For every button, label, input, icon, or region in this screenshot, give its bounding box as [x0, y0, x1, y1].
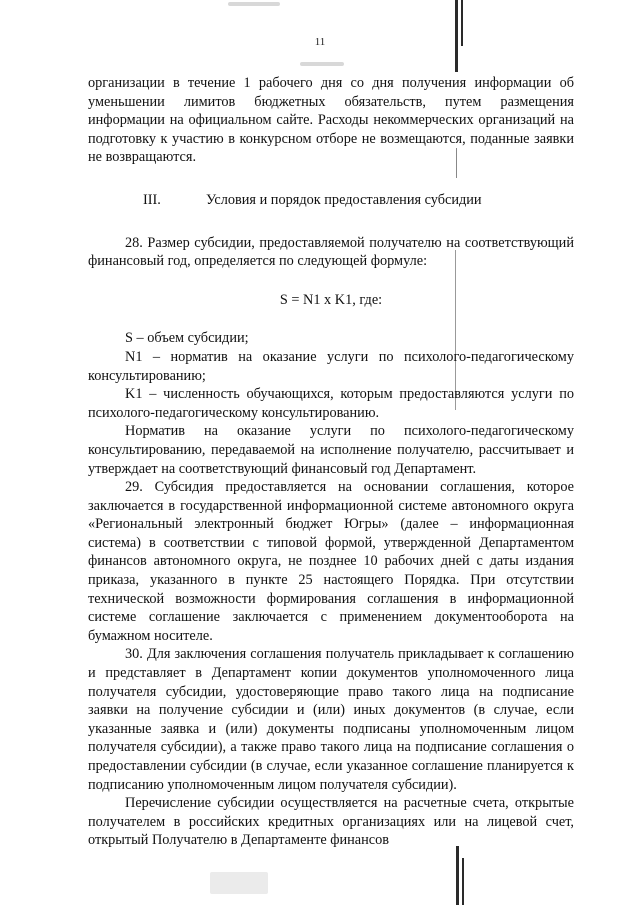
section-title: Условия и порядок предоставления субсидии — [206, 191, 482, 208]
paragraph-intro: организации в течение 1 рабочего дня со дня получения информации об уменьшении лимитов бюджетных обязательств, путем размещения информации на официальном сайте. Расходы некоммерческих организаций на подготовку к участию в конкурсном отборе не возмещаются, поданные заявки не возвращаются. — [88, 75, 574, 166]
scan-smudge-bottom — [210, 872, 268, 894]
scan-line-bottom-right — [456, 846, 459, 905]
subsidy-formula: S = N1 x K1, где: — [279, 291, 383, 308]
page-number: 11 — [314, 36, 326, 48]
scan-smudge-mid — [300, 62, 344, 66]
section-number: III. — [143, 191, 161, 208]
scan-line-bottom-right-2 — [462, 858, 464, 905]
definition-k1: K1 – численность обучающихся, которым предоставляются услуги по психолого-педагогическому консультированию. — [88, 386, 574, 421]
definition-n1: N1 – норматив на оказание услуги по психолого-педагогическому консультированию; — [88, 348, 574, 384]
paragraph-transfer: Перечисление субсидии осуществляется на расчетные счета, открытые получателем в российских кредитных организациях или на лицевой счет, открытый Получателю в Департаменте финансов — [88, 795, 574, 849]
scan-smudge-top — [228, 2, 280, 6]
paragraph-30: 30. Для заключения соглашения получатель прикладывает к соглашению и представляет в Департамент копии документов уполномоченного лица получателя субсидии, удостоверяющие право такого лица на подписание заявки на получение субсидии и (или) иных документов (в случае, если указанные заявка и (или) документы подписаны уполномоченным лицом получателя субсидии), а также право такого лица на подписание соглашения о предоставлении субсидии (в случае, если указанное соглашение планируется к подписанию уполномоченным лицом получателя субсидии). — [88, 646, 574, 793]
paragraph-norm: Норматив на оказание услуги по психолого-педагогическому консультированию, передаваемой на исполнение получателю, рассчитывает и утверждает на соответствующий финансовый год Департамент. — [88, 423, 574, 477]
paragraph-28: 28. Размер субсидии, предоставляемой получателю на соответствующий финансовый год, определяется по следующей формуле: — [88, 234, 574, 270]
section-heading — [88, 191, 574, 210]
paragraph-29: 29. Субсидия предоставляется на основании соглашения, которое заключается в государственной информационной системе автономного округа «Региональный электронный бюджет Югры» (далее – информационная система) в соответствии с типовой формой, утвержденной Департаментом финансов автономного округа, не позднее 10 рабочих дней с даты издания приказа, указанного в пункте 25 настоящего Порядка. При отсутствии технической возможности формирования соглашения в информационной системе соглашение заключается с применением документооборота на бумажном носителе. — [88, 479, 574, 644]
document-body — [88, 74, 574, 850]
definition-s: S – объем субсидии; — [125, 330, 249, 347]
